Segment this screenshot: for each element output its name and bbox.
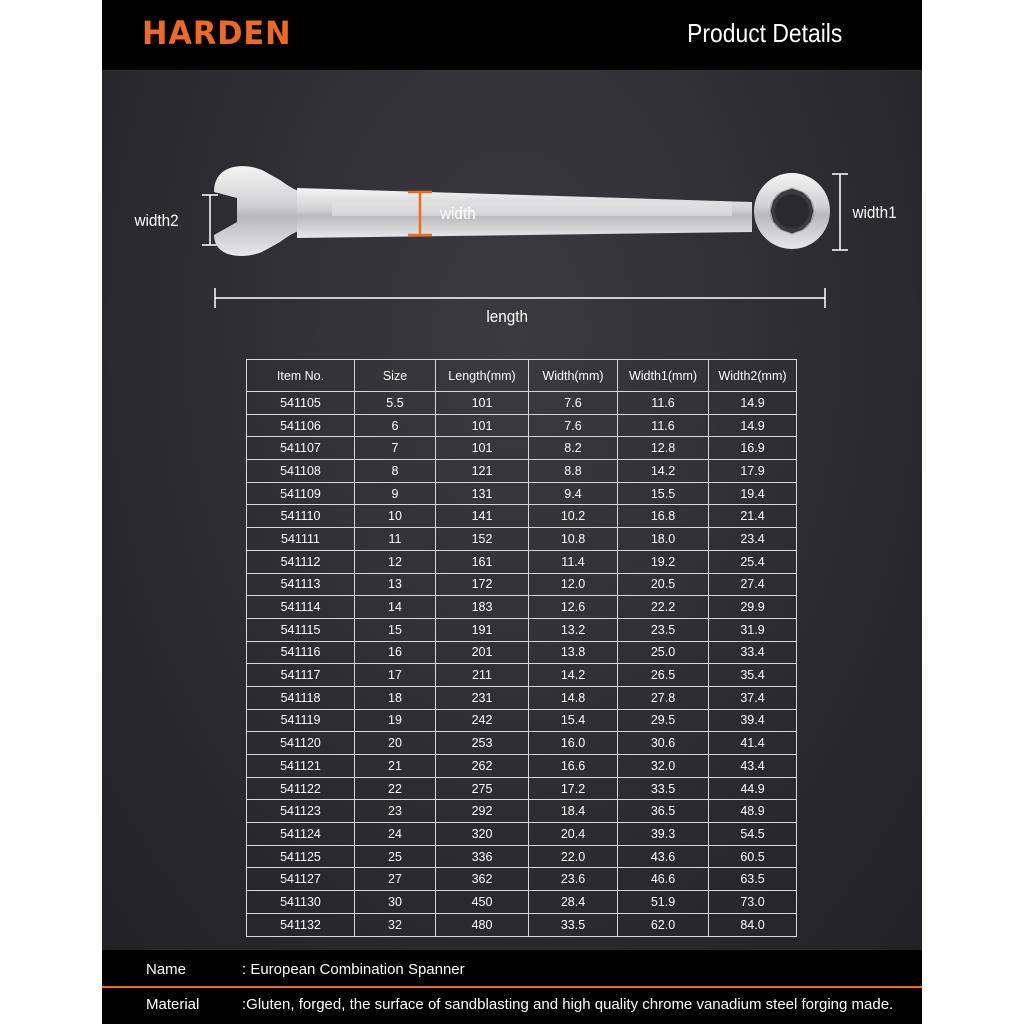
name-value: : European Combination Spanner (242, 961, 465, 978)
cell-width1: 23.5 (618, 618, 709, 641)
cell-width1: 16.8 (618, 505, 709, 528)
cell-size: 9 (355, 482, 436, 505)
cell-width1: 18.0 (618, 528, 709, 551)
cell-width: 23.6 (529, 868, 618, 891)
cell-item-no: 541106 (247, 414, 355, 437)
width-label: width (439, 204, 476, 223)
table-row (247, 664, 797, 687)
cell-width: 33.5 (529, 913, 618, 936)
table-row (247, 913, 797, 936)
cell-length: 336 (436, 845, 529, 868)
column-header-item-no: Item No. (247, 360, 355, 392)
cell-width1: 19.2 (618, 550, 709, 573)
cell-width1: 11.6 (618, 392, 709, 415)
product-details-page (102, 0, 922, 1024)
cell-size: 7 (355, 437, 436, 460)
name-label: Name (146, 961, 187, 978)
table-row (247, 482, 797, 505)
cell-width1: 51.9 (618, 891, 709, 914)
cell-length: 152 (436, 528, 529, 551)
cell-width2: 63.5 (709, 868, 797, 891)
table-row (247, 709, 797, 732)
width1-label: width1 (852, 203, 897, 222)
cell-width1: 15.5 (618, 482, 709, 505)
table-header-row (247, 360, 797, 392)
open-end-head (214, 166, 302, 256)
table-row (247, 460, 797, 483)
cell-width2: 23.4 (709, 528, 797, 551)
cell-width2: 27.4 (709, 573, 797, 596)
cell-width1: 46.6 (618, 868, 709, 891)
cell-item-no: 541122 (247, 777, 355, 800)
cell-length: 141 (436, 505, 529, 528)
cell-length: 201 (436, 641, 529, 664)
cell-width1: 11.6 (618, 414, 709, 437)
table-row (247, 891, 797, 914)
table-row (247, 392, 797, 415)
cell-item-no: 541132 (247, 913, 355, 936)
cell-item-no: 541119 (247, 709, 355, 732)
table-row (247, 732, 797, 755)
cell-width2: 44.9 (709, 777, 797, 800)
cell-width2: 35.4 (709, 664, 797, 687)
cell-width1: 26.5 (618, 664, 709, 687)
cell-width1: 22.2 (618, 596, 709, 619)
cell-length: 101 (436, 392, 529, 415)
cell-width1: 62.0 (618, 913, 709, 936)
cell-width: 13.8 (529, 641, 618, 664)
cell-length: 320 (436, 823, 529, 846)
cell-item-no: 541112 (247, 550, 355, 573)
cell-width1: 36.5 (618, 800, 709, 823)
table-row (247, 800, 797, 823)
table-row (247, 868, 797, 891)
cell-length: 131 (436, 482, 529, 505)
table-row (247, 618, 797, 641)
cell-size: 15 (355, 618, 436, 641)
cell-size: 32 (355, 913, 436, 936)
cell-item-no: 541130 (247, 891, 355, 914)
cell-width: 17.2 (529, 777, 618, 800)
column-header-width: Width(mm) (529, 360, 618, 392)
cell-item-no: 541110 (247, 505, 355, 528)
cell-item-no: 541113 (247, 573, 355, 596)
cell-length: 172 (436, 573, 529, 596)
cell-width2: 21.4 (709, 505, 797, 528)
table-row (247, 505, 797, 528)
cell-width2: 84.0 (709, 913, 797, 936)
cell-item-no: 541108 (247, 460, 355, 483)
material-row (146, 996, 893, 1013)
cell-length: 253 (436, 732, 529, 755)
column-header-width1: Width1(mm) (618, 360, 709, 392)
table-row (247, 550, 797, 573)
cell-length: 231 (436, 686, 529, 709)
cell-width: 10.2 (529, 505, 618, 528)
cell-length: 450 (436, 891, 529, 914)
cell-size: 10 (355, 505, 436, 528)
cell-item-no: 541127 (247, 868, 355, 891)
cell-size: 21 (355, 755, 436, 778)
column-header-width2: Width2(mm) (709, 360, 797, 392)
cell-length: 262 (436, 755, 529, 778)
wrench-diagram (102, 70, 922, 350)
width2-label: width2 (134, 211, 179, 230)
cell-item-no: 541105 (247, 392, 355, 415)
header-bar (102, 0, 922, 70)
product-panel (102, 70, 922, 950)
cell-size: 14 (355, 596, 436, 619)
cell-item-no: 541111 (247, 528, 355, 551)
cell-size: 30 (355, 891, 436, 914)
cell-width1: 25.0 (618, 641, 709, 664)
cell-width: 9.4 (529, 482, 618, 505)
cell-width1: 33.5 (618, 777, 709, 800)
cell-length: 242 (436, 709, 529, 732)
column-header-length: Length(mm) (436, 360, 529, 392)
spec-table (246, 359, 797, 937)
cell-width: 28.4 (529, 891, 618, 914)
cell-item-no: 541125 (247, 845, 355, 868)
cell-length: 101 (436, 414, 529, 437)
cell-size: 17 (355, 664, 436, 687)
cell-length: 183 (436, 596, 529, 619)
cell-length: 191 (436, 618, 529, 641)
cell-width2: 29.9 (709, 596, 797, 619)
name-row (146, 961, 465, 978)
cell-size: 23 (355, 800, 436, 823)
cell-width2: 19.4 (709, 482, 797, 505)
table-row (247, 573, 797, 596)
length-marker (215, 288, 825, 308)
cell-size: 13 (355, 573, 436, 596)
cell-length: 362 (436, 868, 529, 891)
width1-marker (832, 174, 848, 250)
cell-width: 14.2 (529, 664, 618, 687)
cell-width: 20.4 (529, 823, 618, 846)
cell-size: 25 (355, 845, 436, 868)
cell-item-no: 541123 (247, 800, 355, 823)
cell-width2: 16.9 (709, 437, 797, 460)
cell-width: 11.4 (529, 550, 618, 573)
cell-length: 292 (436, 800, 529, 823)
table-row (247, 686, 797, 709)
cell-width2: 39.4 (709, 709, 797, 732)
cell-width: 10.8 (529, 528, 618, 551)
cell-width1: 14.2 (618, 460, 709, 483)
cell-width: 8.2 (529, 437, 618, 460)
cell-width2: 14.9 (709, 392, 797, 415)
cell-item-no: 541107 (247, 437, 355, 460)
cell-width: 12.0 (529, 573, 618, 596)
cell-item-no: 541118 (247, 686, 355, 709)
cell-width: 14.8 (529, 686, 618, 709)
cell-item-no: 541109 (247, 482, 355, 505)
cell-width1: 30.6 (618, 732, 709, 755)
table-row (247, 414, 797, 437)
cell-width2: 41.4 (709, 732, 797, 755)
cell-width2: 33.4 (709, 641, 797, 664)
cell-width2: 17.9 (709, 460, 797, 483)
column-header-size: Size (355, 360, 436, 392)
cell-length: 480 (436, 913, 529, 936)
table-row (247, 596, 797, 619)
cell-width: 12.6 (529, 596, 618, 619)
cell-width: 7.6 (529, 392, 618, 415)
cell-item-no: 541115 (247, 618, 355, 641)
cell-width1: 12.8 (618, 437, 709, 460)
cell-width2: 48.9 (709, 800, 797, 823)
length-label: length (486, 307, 529, 326)
cell-length: 275 (436, 777, 529, 800)
cell-size: 8 (355, 460, 436, 483)
cell-size: 27 (355, 868, 436, 891)
cell-size: 19 (355, 709, 436, 732)
cell-width1: 43.6 (618, 845, 709, 868)
cell-item-no: 541121 (247, 755, 355, 778)
cell-width2: 25.4 (709, 550, 797, 573)
cell-width: 13.2 (529, 618, 618, 641)
cell-width1: 32.0 (618, 755, 709, 778)
cell-size: 12 (355, 550, 436, 573)
cell-width1: 29.5 (618, 709, 709, 732)
brand-logo: HARDEN (142, 14, 292, 52)
cell-width2: 73.0 (709, 891, 797, 914)
cell-width2: 54.5 (709, 823, 797, 846)
cell-width: 22.0 (529, 845, 618, 868)
cell-width2: 60.5 (709, 845, 797, 868)
cell-width2: 37.4 (709, 686, 797, 709)
cell-width2: 14.9 (709, 414, 797, 437)
cell-item-no: 541114 (247, 596, 355, 619)
cell-width1: 20.5 (618, 573, 709, 596)
cell-length: 211 (436, 664, 529, 687)
cell-length: 121 (436, 460, 529, 483)
spec-table-wrapper (246, 359, 797, 937)
cell-size: 18 (355, 686, 436, 709)
cell-width1: 27.8 (618, 686, 709, 709)
cell-width: 15.4 (529, 709, 618, 732)
cell-item-no: 541117 (247, 664, 355, 687)
material-label: Material (146, 996, 200, 1013)
cell-size: 22 (355, 777, 436, 800)
cell-width: 16.0 (529, 732, 618, 755)
cell-width: 7.6 (529, 414, 618, 437)
cell-width: 18.4 (529, 800, 618, 823)
cell-width1: 39.3 (618, 823, 709, 846)
cell-width: 16.6 (529, 755, 618, 778)
page-title: Product Details (686, 18, 842, 48)
cell-item-no: 541124 (247, 823, 355, 846)
cell-length: 161 (436, 550, 529, 573)
cell-width2: 43.4 (709, 755, 797, 778)
table-row (247, 641, 797, 664)
table-body (247, 392, 797, 937)
table-row (247, 777, 797, 800)
table-row (247, 755, 797, 778)
cell-width2: 31.9 (709, 618, 797, 641)
footer-divider (102, 986, 922, 988)
cell-size: 24 (355, 823, 436, 846)
cell-length: 101 (436, 437, 529, 460)
material-value: :Gluten, forged, the surface of sandblasting and high quality chrome vanadium steel forging made. (242, 996, 894, 1013)
table-row (247, 823, 797, 846)
cell-item-no: 541120 (247, 732, 355, 755)
footer-details (102, 950, 922, 1024)
cell-size: 5.5 (355, 392, 436, 415)
cell-size: 6 (355, 414, 436, 437)
table-row (247, 528, 797, 551)
table-row (247, 845, 797, 868)
cell-size: 16 (355, 641, 436, 664)
cell-size: 20 (355, 732, 436, 755)
cell-width: 8.8 (529, 460, 618, 483)
cell-item-no: 541116 (247, 641, 355, 664)
table-row (247, 437, 797, 460)
cell-size: 11 (355, 528, 436, 551)
